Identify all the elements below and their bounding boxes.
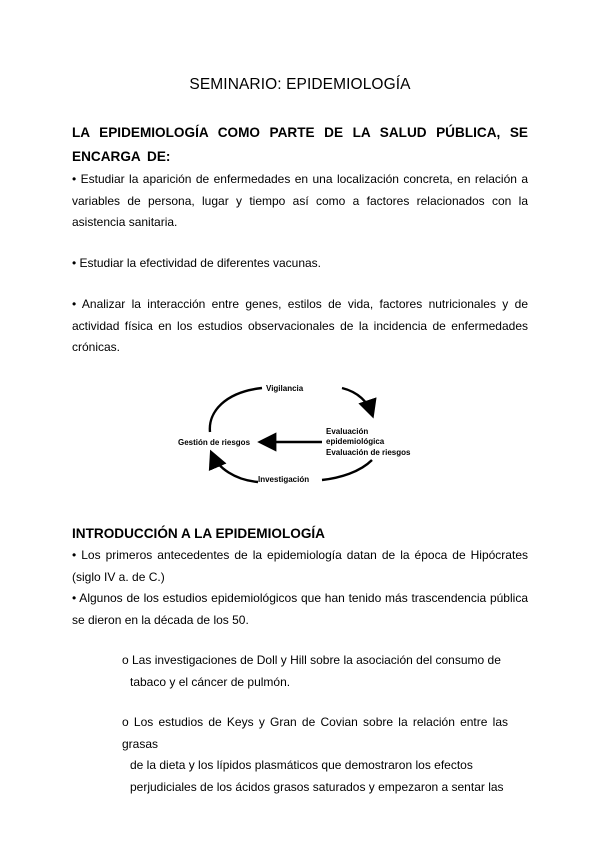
bullet-decada-50: • Algunos de los estudios epidemiológicos que han tenido más trascendencia pública se dieron en la década de los 50. [72,591,528,627]
arc-bottom-right [322,460,372,480]
arc-bottom-left [212,454,258,482]
subitem-line: o Los estudios de Keys y Gran de Covian sobre la relación entre las grasas [122,715,508,751]
page-title: SEMINARIO: EPIDEMIOLOGÍA [189,76,411,93]
section-heading-introduccion: INTRODUCCIÓN A LA EPIDEMIOLOGÍA [72,526,325,541]
bullet-interaccion-genes: • Analizar la interacción entre genes, estilos de vida, factores nutricionales y de actividad física en los estudios observacionales de la incidencia de enfermedades crónicas. [72,297,528,354]
label-vigilancia: Vigilancia [266,384,304,393]
arc-top-right [342,388,372,414]
subitem-line: tabaco y el cáncer de pulmón. [130,674,291,689]
label-evaluacion: Evaluación [326,427,369,436]
subitem-line: de la dieta y los lípidos plasmáticos que demostraron los efectos [130,758,473,772]
bullet-aparicion-enfermedades: • Estudiar la aparición de enfermedades en una localización concreta, en relación a variables de persona, lugar y tiempo así como a factores relacionados con la asistencia sanitaria. [72,172,528,229]
subitem-line: perjudiciales de los ácidos grasos saturados y empezaron a sentar las [130,779,504,794]
subitem-line: o Las investigaciones de Doll y Hill sobre la asociación del consumo de [122,653,501,667]
label-epidemiologica: epidemiológica [326,437,385,446]
bullet-efectividad-vacunas: • Estudiar la efectividad de diferentes vacunas. [72,256,322,270]
label-evaluacion-riesgos: Evaluación de riesgos [326,448,411,457]
subitem-doll-hill [122,650,508,693]
arc-top-left [210,388,262,432]
subitem-keys-covian [122,712,508,798]
epidemiology-cycle-diagram [150,372,450,502]
label-investigacion: Investigación [258,475,310,484]
section-heading-salud-publica: LA EPIDEMIOLOGÍA COMO PARTE DE LA SALUD PÚBLICA, SE ENCARGA DE: [72,125,528,164]
label-gestion-riesgos: Gestión de riesgos [178,438,251,447]
bullet-hipocrates: • Los primeros antecedentes de la epidemiología datan de la época de Hipócrates (siglo IV a. de C.) [72,548,528,584]
